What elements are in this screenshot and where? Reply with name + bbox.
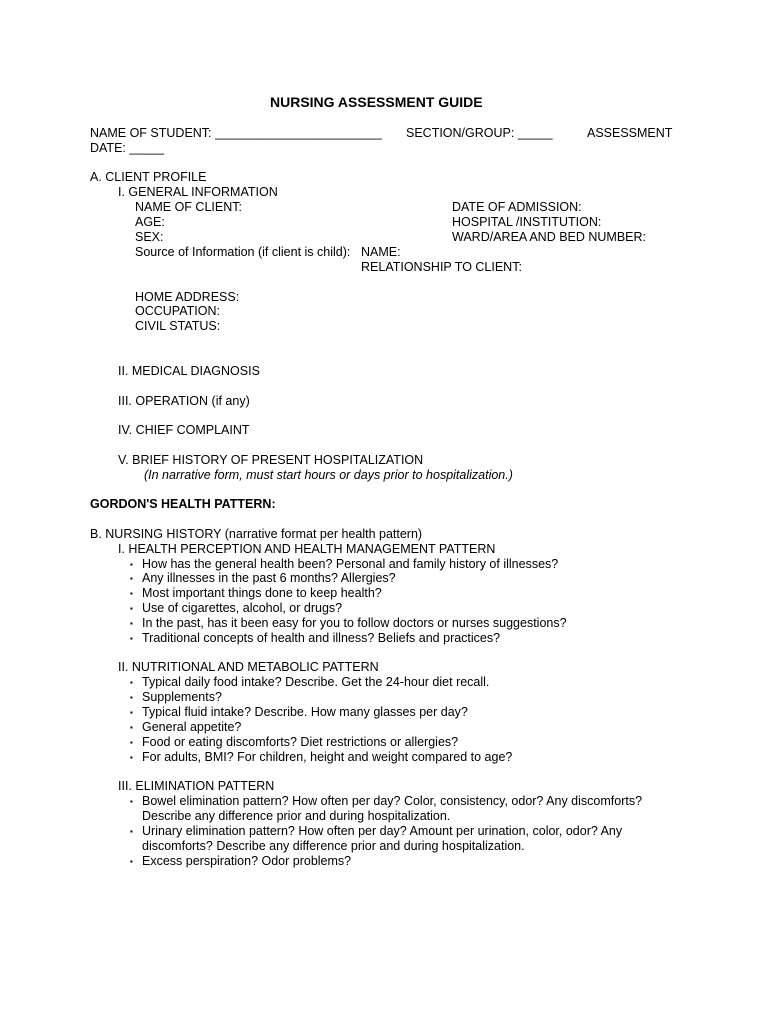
general-info-heading: I. GENERAL INFORMATION [118, 185, 278, 199]
name-of-client-label: NAME OF CLIENT: [135, 200, 242, 214]
civil-status-label: CIVIL STATUS: [135, 319, 221, 333]
home-address-label: HOME ADDRESS: [135, 290, 240, 304]
list-item: ▪ Supplements? [130, 690, 222, 704]
medical-diagnosis-heading: II. MEDICAL DIAGNOSIS [118, 364, 260, 378]
list-item: ▪ Any illnesses in the past 6 months? Allergies? [130, 571, 396, 585]
operation-heading: III. OPERATION (if any) [118, 394, 250, 408]
student-name-field: NAME OF STUDENT: ________________________ [90, 126, 382, 140]
list-item: ▪ Typical fluid intake? Describe. How many glasses per day? [130, 705, 468, 719]
list-item: ▪ Food or eating discomforts? Diet restrictions or allergies? [130, 735, 459, 749]
date-of-admission-label: DATE OF ADMISSION: [452, 200, 582, 214]
list-item: ▪ Excess perspiration? Odor problems? [130, 854, 352, 868]
source-name-label: NAME: [361, 245, 401, 259]
list-item: ▪ Most important things done to keep health? [130, 586, 382, 600]
bullet-icon: ▪ [130, 738, 133, 747]
gordons-heading: GORDON'S HEALTH PATTERN: [90, 497, 276, 511]
hospital-label: HOSPITAL /INSTITUTION: [452, 215, 602, 229]
age-label: AGE: [135, 215, 165, 229]
assessment-date-field: DATE: _____ [90, 141, 165, 155]
bullet-icon: ▪ [130, 857, 133, 866]
bullet-icon: ▪ [130, 678, 133, 687]
list-item: ▪ Traditional concepts of health and illness? Beliefs and practices? [130, 631, 501, 645]
bullet-icon: ▪ [130, 708, 133, 717]
occupation-label: OCCUPATION: [135, 304, 220, 318]
list-item-continuation: discomforts? Describe any difference prior and during hospitalization. [142, 839, 525, 853]
bullet-icon: ▪ [130, 827, 133, 836]
brief-history-note: (In narrative form, must start hours or days prior to hospitalization.) [144, 468, 513, 482]
pattern2-title: II. NUTRITIONAL AND METABOLIC PATTERN [118, 660, 379, 674]
list-item: ▪ In the past, has it been easy for you to follow doctors or nurses suggestions? [130, 616, 567, 630]
list-item: ▪ Typical daily food intake? Describe. Get the 24-hour diet recall. [130, 675, 490, 689]
bullet-icon: ▪ [130, 723, 133, 732]
bullet-icon: ▪ [130, 589, 133, 598]
bullet-icon: ▪ [130, 560, 133, 569]
pattern1-title: I. HEALTH PERCEPTION AND HEALTH MANAGEMENT PATTERN [118, 542, 496, 556]
bullet-icon: ▪ [130, 574, 133, 583]
ward-label: WARD/AREA AND BED NUMBER: [452, 230, 647, 244]
assessment-label: ASSESSMENT [587, 126, 673, 140]
relationship-label: RELATIONSHIP TO CLIENT: [361, 260, 522, 274]
list-item: ▪ Use of cigarettes, alcohol, or drugs? [130, 601, 343, 615]
list-item: ▪ Bowel elimination pattern? How often per day? Color, consistency, odor? Any discomforts? [130, 794, 643, 808]
bullet-icon: ▪ [130, 634, 133, 643]
client-profile-heading: A. CLIENT PROFILE [90, 170, 207, 184]
list-item: ▪ How has the general health been? Personal and family history of illnesses? [130, 557, 559, 571]
nursing-history-heading: B. NURSING HISTORY (narrative format per health pattern) [90, 527, 423, 541]
bullet-icon: ▪ [130, 693, 133, 702]
list-item: ▪ For adults, BMI? For children, height and weight compared to age? [130, 750, 513, 764]
page-title: NURSING ASSESSMENT GUIDE [270, 94, 483, 110]
bullet-icon: ▪ [130, 753, 133, 762]
list-item-continuation: Describe any difference prior and during hospitalization. [142, 809, 451, 823]
list-item: ▪ General appetite? [130, 720, 242, 734]
bullet-icon: ▪ [130, 797, 133, 806]
chief-complaint-heading: IV. CHIEF COMPLAINT [118, 423, 250, 437]
pattern3-title: III. ELIMINATION PATTERN [118, 779, 275, 793]
bullet-icon: ▪ [130, 619, 133, 628]
list-item: ▪ Urinary elimination pattern? How often per day? Amount per urination, color, odor? Any [130, 824, 623, 838]
sex-label: SEX: [135, 230, 164, 244]
section-group-field: SECTION/GROUP: _____ [406, 126, 553, 140]
brief-history-heading: V. BRIEF HISTORY OF PRESENT HOSPITALIZATION [118, 453, 424, 467]
source-info-label: Source of Information (if client is child): [135, 245, 351, 259]
bullet-icon: ▪ [130, 604, 133, 613]
